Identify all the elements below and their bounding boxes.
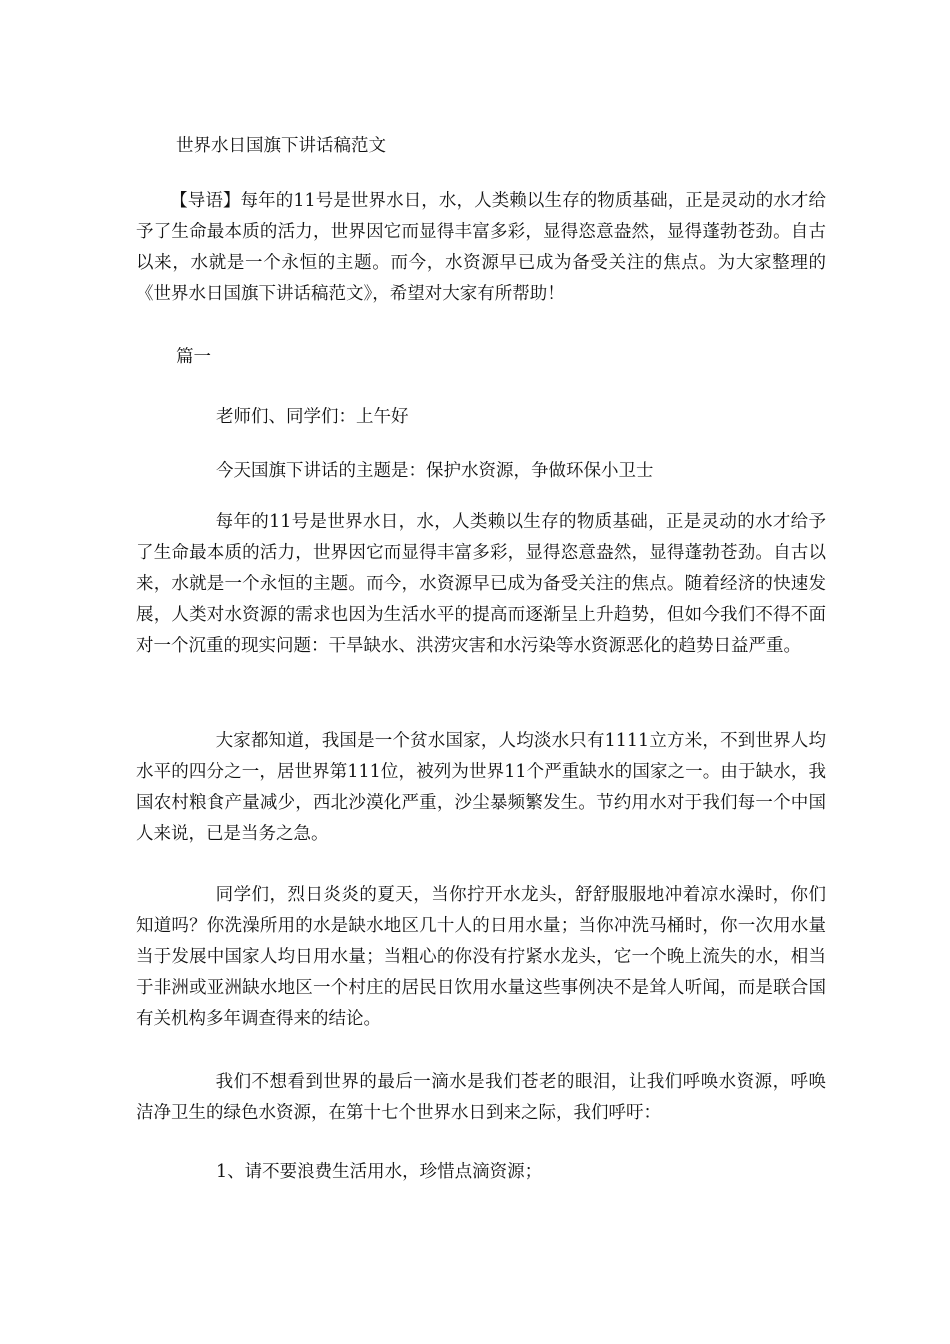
body-paragraph-3: 同学们，烈日炎炎的夏天，当你拧开水龙头，舒舒服服地冲着凉水澡时，你们知道吗？你洗澡所用的水是缺水地区几十人的日用水量；当你冲洗马桶时，你一次用水量当于发展中国家人均日用水量；当粗心的你没有拧紧水龙头，它一个晚上流失的水，相当于非洲或亚洲缺水地区一个村庄的居民日饮用水量这些事例决不是耸人听闻，而是联合国有关机构多年调查得来的结论。 — [136, 885, 826, 1029]
greeting-line: 老师们、同学们：上午好 — [216, 407, 409, 427]
body-paragraph-1: 每年的11号是世界水日，水，人类赖以生存的物质基础，正是灵动的水才给予了生命最本质的活力，世界因它而显得丰富多彩，显得恣意盎然，显得蓬勃苍劲。自古以来，水就是一个永恒的主题。而今，水资源早已成为备受关注的焦点。随着经济的快速发展，人类对水资源的需求也因为生活水平的提高而逐渐呈上升趋势，但如今我们不得不面对一个沉重的现实问题：干旱缺水、洪涝灾害和水污染等水资源恶化的趋势日益严重。 — [136, 512, 826, 656]
body-paragraph-2: 大家都知道，我国是一个贫水国家，人均淡水只有1111立方米，不到世界人均水平的四分之一，居世界第111位，被列为世界11个严重缺水的国家之一。由于缺水，我国农村粮食产量减少，西北沙漠化严重，沙尘暴频繁发生。节约用水对于我们每一个中国人来说，已是当务之急。 — [136, 731, 826, 844]
section-heading: 篇一 — [176, 347, 211, 367]
body-paragraph-4: 我们不想看到世界的最后一滴水是我们苍老的眼泪，让我们呼唤水资源，呼唤洁净卫生的绿色水资源，在第十七个世界水日到来之际，我们呼吁： — [136, 1072, 826, 1123]
theme-line: 今天国旗下讲话的主题是：保护水资源，争做环保小卫士 — [216, 461, 654, 481]
intro-paragraph: 【导语】每年的11号是世界水日，水，人类赖以生存的物质基础，正是灵动的水才给予了生命最本质的活力，世界因它而显得丰富多彩，显得恣意盎然，显得蓬勃苍劲。自古以来，水就是一个永恒的主题。而今，水资源早已成为备受关注的焦点。为大家整理的《世界水日国旗下讲话稿范文》，希望对大家有所帮助！ — [136, 191, 826, 304]
list-item-1: 1、请不要浪费生活用水，珍惜点滴资源； — [216, 1162, 543, 1182]
document-title: 世界水日国旗下讲话稿范文 — [176, 136, 386, 156]
